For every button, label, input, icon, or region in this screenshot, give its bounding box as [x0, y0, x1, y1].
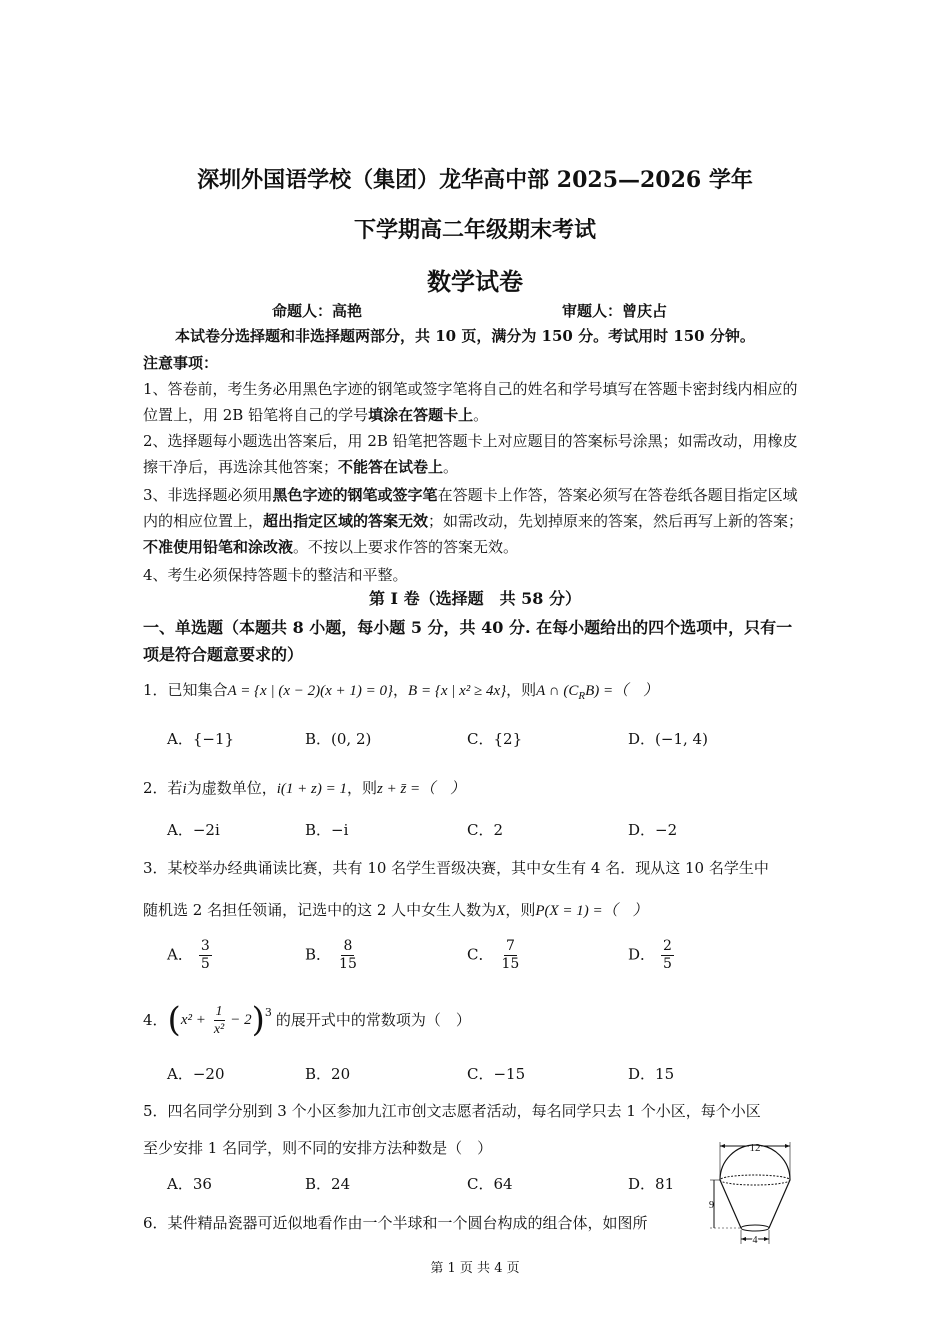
q3-x: X — [496, 903, 506, 919]
note-3-text-c: ；如需改动，先划掉原来的答案，然后再写上新的答案； — [428, 512, 804, 530]
q1-set-b: B = {x | x² ≥ 4x} — [408, 683, 507, 699]
q1-option-b[interactable]: B．(0, 2) — [305, 730, 372, 748]
q4-num: 1 — [215, 1003, 223, 1019]
q2-option-b[interactable]: B．−i — [305, 821, 349, 839]
note-4: 4、考生必须保持答题卡的整洁和平整。 — [143, 566, 408, 584]
note-3-emphasis-a: 黑色字迹的钢笔或签字笔 — [272, 486, 438, 504]
q3-a-den: 5 — [200, 956, 210, 972]
q1-set-a: A = {x | (x − 2)(x + 1) = 0} — [227, 683, 394, 699]
note-3-emphasis-b: 超出指定区域的答案无效 — [263, 512, 429, 530]
exam-title-line2: 下学期高二年级期末考试 — [353, 217, 596, 243]
reviewer-label: 审题人：曾庆占 — [562, 302, 668, 320]
q3-a-num: 3 — [200, 938, 210, 954]
q4-stem-text: 的展开式中的常数项为（ ） — [275, 1011, 471, 1029]
q3-option-c[interactable] — [467, 938, 521, 973]
note-1-text: 1、答卷前，考生务必用黑色字迹的钢笔或签字笔将自己的姓名和学号填写在答题卡密封线内相应的位置上，用 2B 铅笔将自己的学号 — [143, 380, 798, 424]
exam-title-line1: 深圳外国语学校（集团）龙华高中部 2025—2026 学年 — [197, 167, 753, 193]
question-3-line2 — [143, 897, 648, 924]
q4-exponent: 3 — [264, 1006, 272, 1019]
q3-c-num: 7 — [505, 938, 515, 954]
q5-option-d[interactable]: D．81 — [628, 1175, 675, 1193]
porcelain-figure — [706, 1138, 806, 1250]
question-1-stem — [143, 677, 658, 709]
q3-line2-b: ，则 — [505, 901, 536, 919]
q3-c-fraction — [499, 938, 521, 973]
notes-heading: 注意事项： — [143, 354, 219, 372]
q3-c-label: C． — [467, 945, 494, 964]
q1-ask: ，则 — [506, 681, 537, 699]
q2-i: i — [182, 781, 187, 797]
note-1-end: 。 — [473, 406, 489, 424]
note-2 — [143, 428, 808, 480]
q1-prefix: 1．已知集合 — [143, 681, 228, 699]
q2-stem-c: ，则 — [346, 779, 377, 797]
part-title: 第 I 卷（选择题 共 58 分） — [368, 589, 582, 608]
q2-stem-a: 2．若 — [143, 779, 183, 797]
q2-option-d[interactable]: D．−2 — [628, 821, 678, 839]
q3-b-num: 8 — [343, 938, 353, 954]
single-choice-title: 一、单选题（本题共 8 小题，每小题 5 分，共 40 分. 在每小题给出的四个选项中，只有一项是符合题意要求的） — [143, 618, 793, 664]
figure-height-label: 9 — [709, 1200, 714, 1211]
q4-x2: x² + — [180, 1012, 206, 1028]
question-5-line2: 至少安排 1 名同学，则不同的安排方法种数是（ ） — [143, 1139, 493, 1157]
exam-intro: 本试卷分选择题和非选择题两部分，共 10 页，满分为 150 分。考试用时 150 分钟。 — [175, 327, 755, 345]
q2-stem-b: 为虚数单位， — [186, 779, 277, 797]
q1-option-a[interactable]: A．{−1} — [167, 730, 235, 748]
q4-fraction — [212, 1003, 226, 1038]
q3-option-a[interactable] — [167, 938, 212, 973]
figure-bottom-label: 4 — [752, 1235, 758, 1246]
setter-label: 命题人：高艳 — [272, 302, 363, 320]
q3-b-den: 15 — [339, 956, 357, 972]
note-2-text: 2、选择题每小题选出答案后，用 2B 铅笔把答题卡上对应题目的答案标号涂黑；如需改动，用橡皮擦干净后，再选涂其他答案； — [143, 432, 798, 476]
exam-subject-title: 数学试卷 — [427, 267, 523, 296]
q1-sub: R — [578, 690, 586, 702]
q4-option-b[interactable]: B．20 — [305, 1065, 351, 1083]
q1-option-d[interactable]: D．(−1, 4) — [628, 730, 708, 748]
q2-option-c[interactable]: C．2 — [467, 821, 504, 839]
q3-option-b[interactable] — [305, 938, 359, 973]
q1-expr-end: B) =（ ） — [585, 683, 659, 699]
note-3-emphasis-c: 不准使用铅笔和涂改液 — [143, 538, 294, 556]
note-1-emphasis: 填涂在答题卡上 — [368, 406, 474, 424]
q2-option-a[interactable]: A．−2i — [167, 821, 220, 839]
q4-paren-open: ( — [167, 1000, 181, 1040]
question-2-stem — [143, 775, 465, 802]
q3-c-den: 15 — [501, 956, 520, 972]
note-1 — [143, 376, 808, 428]
q3-line2-a: 随机选 2 名担任领诵，记选中的这 2 人中女生人数为 — [143, 901, 497, 919]
q5-option-b[interactable]: B．24 — [305, 1175, 351, 1193]
note-3-text-a: 3、非选择题必须用 — [143, 486, 273, 504]
q4-paren-close: ) — [251, 1000, 265, 1040]
figure-top-label: 12 — [749, 1142, 761, 1154]
note-3-text-d: 。不按以上要求作答的答案无效。 — [293, 538, 519, 556]
q4-option-d[interactable]: D．15 — [628, 1065, 675, 1083]
q3-d-label: D． — [628, 945, 656, 964]
q3-b-label: B． — [305, 945, 332, 964]
note-3-text-b: 在答题卡上作答，答案必须写在答卷纸各题目指定区域内的相应位置上， — [143, 486, 798, 530]
q4-den: x² — [213, 1021, 225, 1037]
q1-sep: ， — [393, 681, 409, 699]
question-5-line1: 5．四名同学分别到 3 个小区参加九江市创文志愿者活动，每名同学只去 1 个小区，每个小区 — [143, 1102, 761, 1120]
q3-option-d[interactable] — [628, 938, 674, 973]
q4-minus2: − 2 — [230, 1012, 252, 1028]
q3-a-label: A． — [167, 945, 193, 964]
question-3-line1: 3．某校举办经典诵读比赛，共有 10 名学生晋级决赛，其中女生有 4 名．现从这 10 名学生中 — [143, 859, 769, 877]
q2-ask: z + z̄ =（ ） — [377, 781, 466, 797]
q3-d-den: 5 — [663, 956, 672, 972]
q3-d-num: 2 — [663, 938, 672, 954]
q3-a-fraction — [199, 938, 212, 973]
q2-eq: i(1 + z) = 1 — [276, 781, 347, 797]
q5-option-c[interactable]: C．64 — [467, 1175, 513, 1193]
note-2-emphasis: 不能答在试卷上 — [338, 458, 444, 476]
q1-option-c[interactable]: C．{2} — [467, 730, 523, 748]
q3-d-fraction — [661, 938, 674, 973]
note-3 — [143, 482, 808, 560]
q1-expr: A ∩ (C — [536, 683, 579, 699]
q4-option-c[interactable]: C．−15 — [467, 1065, 526, 1083]
question-6-line1: 6．某件精品瓷器可近似地看作由一个半球和一个圆台构成的组合体，如图所 — [143, 1214, 648, 1232]
q4-option-a[interactable]: A．−20 — [167, 1065, 225, 1083]
q3-b-fraction — [337, 938, 359, 973]
q3-ask: P(X = 1) =（ ） — [535, 903, 648, 919]
note-2-end: 。 — [443, 458, 459, 476]
q4-label: 4． — [143, 1011, 168, 1029]
question-4-stem — [143, 1000, 471, 1040]
page-footer: 第 1 页 共 4 页 — [430, 1261, 520, 1276]
q5-option-a[interactable]: A．36 — [167, 1175, 212, 1193]
